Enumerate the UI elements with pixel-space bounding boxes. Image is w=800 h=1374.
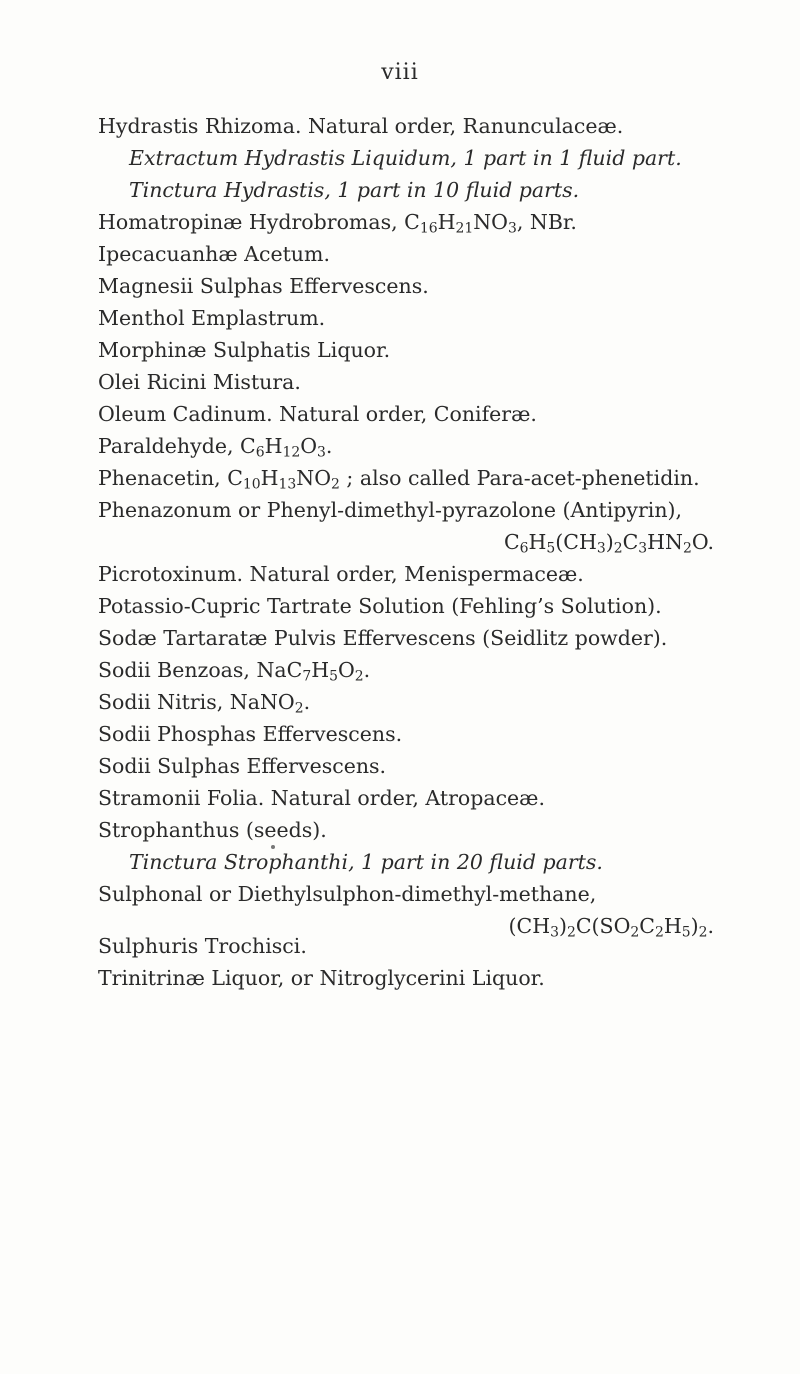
entry-ipecacuanhae: Ipecacuanhæ Acetum.	[98, 242, 330, 266]
entry-picrotoxinum: Picrotoxinum. Natural order, Menispermaceæ.	[98, 562, 584, 586]
page-number: viii	[381, 60, 419, 85]
entry-sulphonal: Sulphonal or Diethylsulphon-dimethyl-methane,	[98, 882, 597, 906]
entry-strophanthus: Strophanthus (seeds).	[98, 818, 327, 842]
entry-homatropinae: Homatropinæ Hydrobromas, $C_{16}H_{21}NO_3$, NBr.	[98, 210, 577, 237]
entry-menthol: Menthol Emplastrum.	[98, 306, 326, 330]
entry-trinitrinae: Trinitrinæ Liquor, or Nitroglycerini Liquor.	[98, 966, 545, 990]
entry-phenazonum-formula: $C_6H_5(CH_3)_2C_3HN_2O$.	[503, 530, 714, 557]
entry-sodii-benzoas: Sodii Benzoas, $NaC_7H_5O_2$.	[98, 658, 371, 685]
entry-tinctura-strophanthi: Tinctura Strophanthi, 1 part in 20 fluid parts.	[129, 850, 603, 874]
entry-extractum-hydrastis: Extractum Hydrastis Liquidum, 1 part in 1 fluid part.	[129, 146, 682, 170]
entry-sulphuris: Sulphuris Trochisci.	[98, 934, 307, 958]
entry-stramonii: Stramonii Folia. Natural order, Atropaceæ.	[98, 786, 545, 810]
entry-hydrastis-rhizoma: Hydrastis Rhizoma. Natural order, Ranunculaceæ.	[98, 114, 624, 138]
entry-sodii-sulphas: Sodii Sulphas Effervescens.	[98, 754, 387, 778]
entry-sodii-phosphas: Sodii Phosphas Effervescens.	[98, 722, 403, 746]
entry-sodae-tartaratae: Sodæ Tartaratæ Pulvis Effervescens (Seidlitz powder).	[98, 626, 668, 650]
entry-paraldehyde: Paraldehyde, $C_6H_{12}O_3$.	[98, 434, 333, 461]
entry-olei-ricini: Olei Ricini Mistura.	[98, 370, 301, 394]
entry-sulphonal-formula: $(CH_3)_2C(SO_2C_2H_5)_2$.	[508, 914, 714, 941]
entry-sodii-nitris: Sodii Nitris, NaNO$_2$.	[98, 690, 311, 717]
speck	[271, 845, 275, 849]
entry-potassio-cupric: Potassio-Cupric Tartrate Solution (Fehling’s Solution).	[98, 594, 662, 618]
entry-tinctura-hydrastis: Tinctura Hydrastis, 1 part in 10 fluid parts.	[129, 178, 580, 202]
entry-phenazonum: Phenazonum or Phenyl-dimethyl-pyrazolone (Antipyrin),	[98, 498, 683, 522]
entry-phenacetin: Phenacetin, $C_{10}H_{13}NO_2$ ; also called Para-acet-phenetidin.	[98, 466, 700, 493]
entry-morphinae: Morphinæ Sulphatis Liquor.	[98, 338, 391, 362]
entry-oleum-cadinum: Oleum Cadinum. Natural order, Coniferæ.	[98, 402, 537, 426]
entry-magnesii: Magnesii Sulphas Effervescens.	[98, 274, 429, 298]
